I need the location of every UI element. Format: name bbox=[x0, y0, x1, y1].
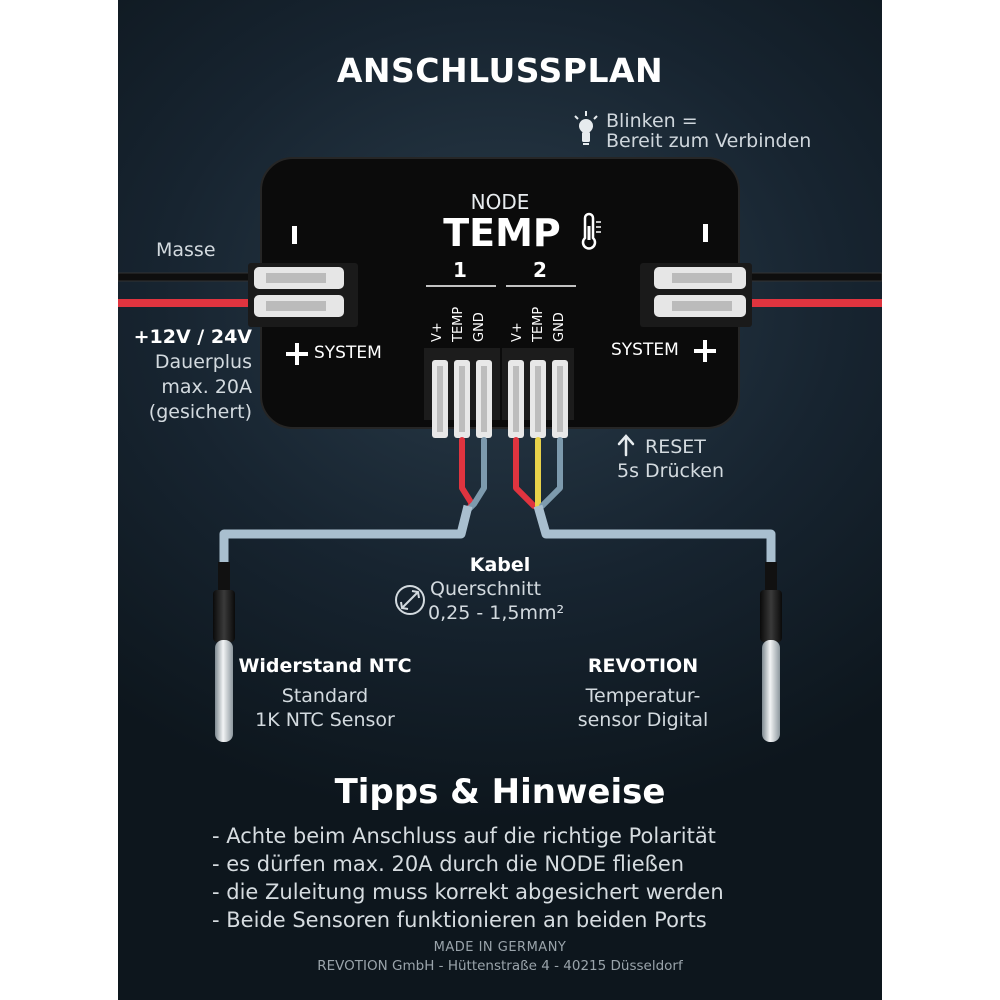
ground-label: Masse bbox=[156, 239, 216, 261]
tip-item: - die Zuleitung muss korrekt abgesichert werden bbox=[212, 880, 724, 904]
sensor-revotion-heading: REVOTION bbox=[587, 655, 699, 677]
port-1-wires bbox=[462, 440, 484, 510]
port-1-number: 1 bbox=[453, 258, 467, 282]
bulb-icon bbox=[575, 111, 597, 145]
status-hint-line1: Blinken = bbox=[606, 110, 698, 132]
cable-heading: Kabel bbox=[469, 554, 531, 576]
port-2-wires bbox=[516, 440, 560, 506]
left-power-connector bbox=[248, 263, 358, 327]
port-1-pin-gnd: GND bbox=[472, 312, 487, 342]
port-2-number: 2 bbox=[533, 258, 547, 282]
sensor-revotion-line1: Temperatur- bbox=[585, 685, 701, 707]
power-line3: (gesichert) bbox=[148, 401, 252, 423]
port-1-pin-vplus: V+ bbox=[430, 322, 445, 342]
diameter-icon bbox=[396, 586, 424, 614]
port-1-pin-temp: TEMP bbox=[451, 306, 466, 342]
digital-probe bbox=[760, 562, 782, 742]
power-line2: max. 20A bbox=[161, 376, 252, 398]
port-2-connector bbox=[502, 348, 574, 438]
voltage-label: +12V / 24V bbox=[133, 326, 252, 348]
cable-line1: Querschnitt bbox=[430, 578, 542, 600]
port-2-pin-gnd: GND bbox=[552, 312, 567, 342]
power-wires-left bbox=[118, 273, 258, 307]
sensor-ntc-heading: Widerstand NTC bbox=[238, 655, 412, 677]
sensor-ntc-line2: 1K NTC Sensor bbox=[255, 709, 395, 731]
cable-line2: 0,25 - 1,5mm² bbox=[428, 602, 565, 624]
port-2-pin-vplus: V+ bbox=[510, 322, 525, 342]
reset-label: RESET bbox=[645, 436, 706, 458]
status-hint-line2: Bereit zum Verbinden bbox=[606, 130, 812, 152]
company-address: REVOTION GmbH - Hüttenstraße 4 - 40215 Düsseldorf bbox=[317, 958, 683, 974]
tip-item: - Beide Sensoren funktionieren an beiden Ports bbox=[212, 908, 707, 932]
made-in-label: MADE IN GERMANY bbox=[433, 940, 567, 955]
port-2-pin-temp: TEMP bbox=[531, 306, 546, 342]
reset-hint: 5s Drücken bbox=[617, 460, 725, 482]
page-title: ANSCHLUSSPLAN bbox=[336, 51, 664, 90]
sensor-ntc-line1: Standard bbox=[281, 685, 369, 707]
tip-item: - es dürfen max. 20A durch die NODE fließen bbox=[212, 852, 685, 876]
power-wires-right bbox=[742, 273, 882, 307]
power-line1: Dauerplus bbox=[154, 351, 252, 373]
polarity-marker-left bbox=[292, 226, 297, 244]
arrow-up-icon bbox=[619, 436, 633, 455]
system-label-left: SYSTEM bbox=[314, 343, 382, 363]
polarity-marker-right bbox=[703, 224, 708, 242]
tip-item: - Achte beim Anschluss auf die richtige Polarität bbox=[212, 824, 716, 848]
system-label-right: SYSTEM bbox=[611, 340, 679, 360]
device-name: TEMP bbox=[443, 211, 561, 255]
tips-heading: Tipps & Hinweise bbox=[334, 772, 666, 812]
right-power-connector bbox=[640, 263, 752, 327]
device-prefix: NODE bbox=[470, 190, 530, 214]
wiring-diagram bbox=[118, 0, 882, 1000]
sensor-revotion-line2: sensor Digital bbox=[577, 709, 709, 731]
port-1-connector bbox=[424, 348, 500, 438]
